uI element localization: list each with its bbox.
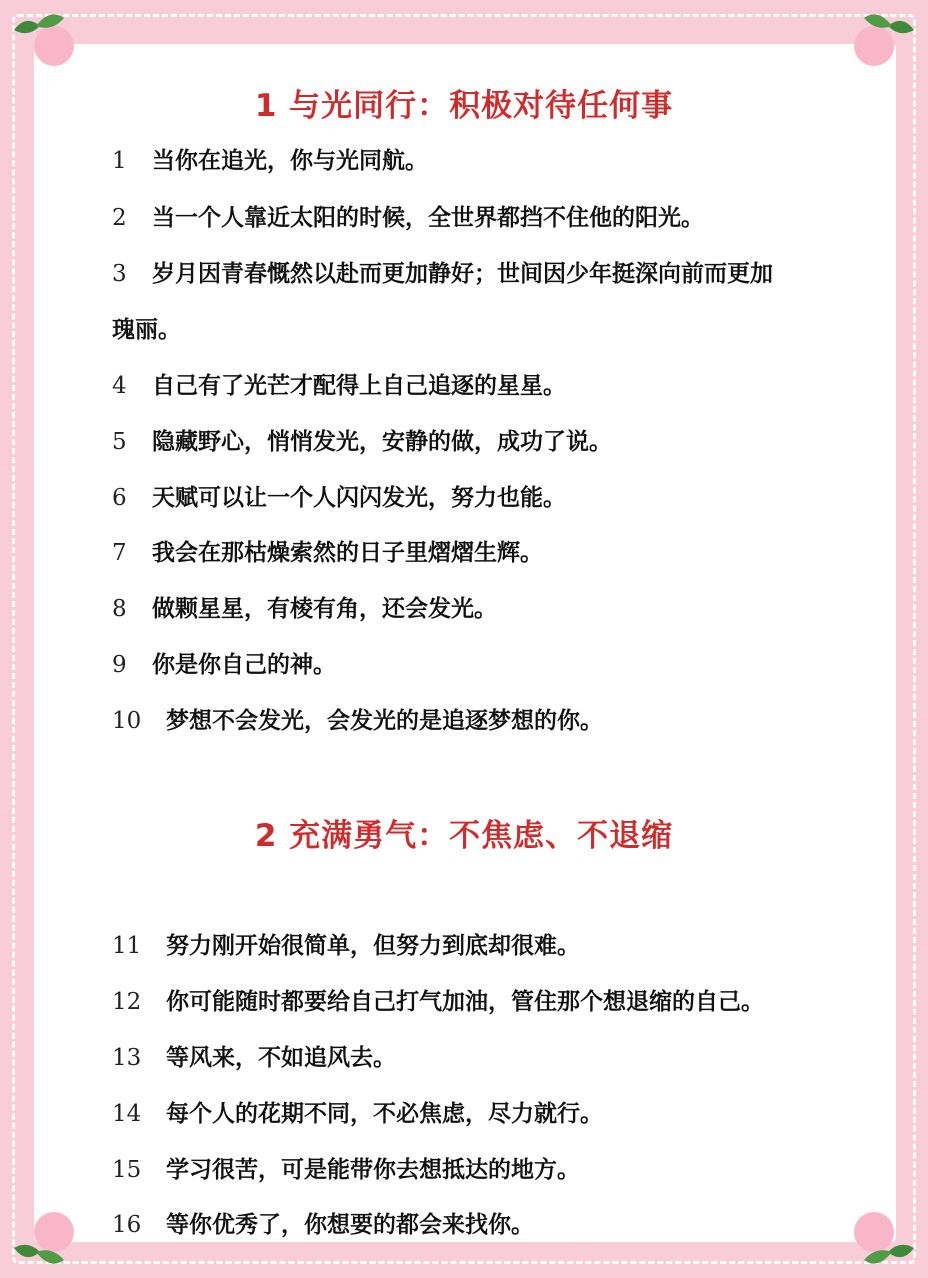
list-item (112, 479, 872, 512)
item-text: 努力刚开始很简单，但努力到底却很难。 (166, 933, 580, 959)
list-item (112, 927, 872, 960)
peach-leaf-icon (6, 1204, 76, 1274)
item-number: 8 (112, 596, 127, 622)
list-item (112, 423, 872, 456)
item-text: 隐藏野心，悄悄发光，安静的做，成功了说。 (152, 429, 612, 455)
list-item (112, 142, 872, 175)
item-text: 等你优秀了，你想要的都会来找你。 (166, 1212, 534, 1238)
item-text: 我会在那枯燥索然的日子里熠熠生辉。 (152, 540, 543, 566)
peach-leaf-icon (852, 4, 922, 74)
list-item (112, 1151, 872, 1184)
list-item (112, 590, 872, 623)
item-text: 每个人的花期不同，不必焦虑，尽力就行。 (166, 1101, 603, 1127)
list-item (112, 1039, 872, 1072)
item-text: 等风来，不如追风去。 (166, 1045, 396, 1071)
item-number: 6 (112, 485, 127, 511)
item-number: 4 (112, 373, 127, 399)
item-text: 做颗星星，有棱有角，还会发光。 (152, 596, 497, 622)
item-text: 你可能随时都要给自己打气加油，管住那个想退缩的自己。 (166, 989, 764, 1015)
item-number: 7 (112, 540, 127, 566)
item-number: 10 (112, 708, 142, 734)
list-item-continuation (112, 311, 872, 344)
list-item (112, 255, 872, 288)
item-text: 学习很苦，可是能带你去想抵达的地方。 (166, 1157, 580, 1183)
item-text: 自己有了光芒才配得上自己追逐的星星。 (152, 373, 566, 399)
section-title: 1 与光同行：积极对待任何事 (254, 88, 674, 124)
item-text-continuation: 瑰丽。 (112, 317, 181, 343)
item-number: 9 (112, 652, 127, 678)
item-number: 16 (112, 1212, 142, 1238)
item-text: 你是你自己的神。 (152, 652, 336, 678)
item-number: 13 (112, 1045, 142, 1071)
item-number: 11 (112, 933, 142, 959)
item-number: 1 (112, 148, 127, 174)
list-item (112, 702, 872, 735)
list-item (112, 367, 872, 400)
list-item (112, 983, 872, 1016)
list-item (112, 199, 872, 232)
item-number: 5 (112, 429, 127, 455)
item-number: 15 (112, 1157, 142, 1183)
item-text: 当你在追光，你与光同航。 (152, 148, 428, 174)
list-item (112, 646, 872, 679)
item-text: 当一个人靠近太阳的时候，全世界都挡不住他的阳光。 (152, 205, 704, 231)
item-number: 3 (112, 261, 127, 287)
item-number: 12 (112, 989, 142, 1015)
list-item (112, 1206, 872, 1239)
item-number: 14 (112, 1101, 142, 1127)
section-title: 2 充满勇气：不焦虑、不退缩 (254, 818, 674, 854)
list-item (112, 1095, 872, 1128)
item-text: 岁月因青春慨然以赴而更加静好；世间因少年挺深向前而更加 (152, 261, 773, 287)
list-item (112, 534, 872, 567)
item-text: 梦想不会发光，会发光的是追逐梦想的你。 (166, 708, 603, 734)
item-number: 2 (112, 205, 127, 231)
peach-leaf-icon (6, 4, 76, 74)
item-text: 天赋可以让一个人闪闪发光，努力也能。 (152, 485, 566, 511)
